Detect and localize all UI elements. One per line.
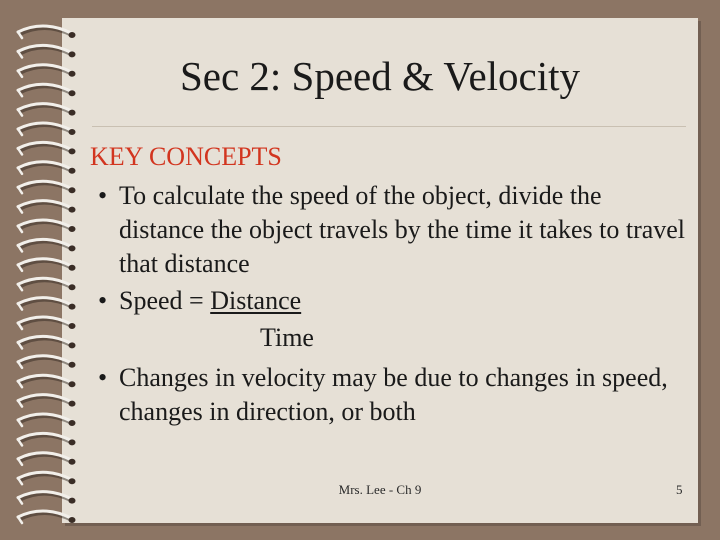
bullet-speed-formula xyxy=(90,284,690,358)
formula-denominator: Time xyxy=(260,323,314,352)
slide-content xyxy=(90,138,690,429)
bullet-text: To calculate the speed of the object, divide the distance the object travels by the time it takes to travel that distance xyxy=(119,181,686,278)
slide-footer: Mrs. Lee - Ch 9 xyxy=(338,482,422,497)
slide-title: Sec 2: Speed & Velocity xyxy=(179,53,581,99)
page-number: 5 xyxy=(676,482,683,497)
bullet-dot-icon: • xyxy=(98,181,108,210)
title-divider xyxy=(92,126,686,127)
formula-prefix: Speed = xyxy=(119,286,211,315)
bullet-velocity-changes xyxy=(90,361,690,429)
bullet-dot-icon: • xyxy=(98,363,108,392)
bullet-dot-icon: • xyxy=(98,286,108,315)
formula-numerator: Distance xyxy=(210,286,302,315)
key-concepts-heading: KEY CONCEPTS xyxy=(90,142,282,171)
formula-line xyxy=(119,284,690,318)
bullet-speed-calculation xyxy=(90,179,690,281)
bullet-text: Changes in velocity may be due to changes in speed, changes in direction, or both xyxy=(119,363,668,426)
